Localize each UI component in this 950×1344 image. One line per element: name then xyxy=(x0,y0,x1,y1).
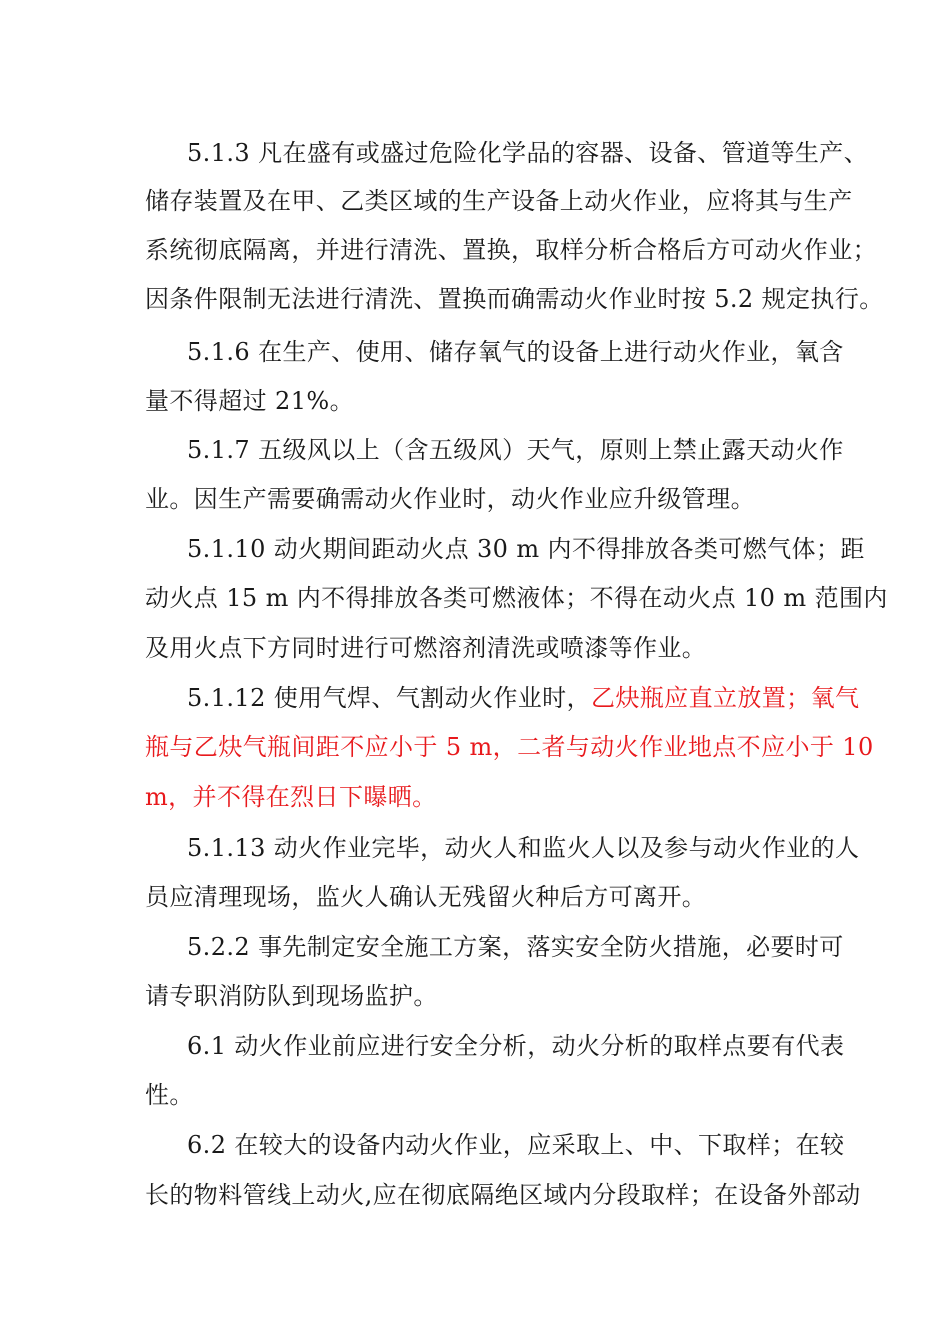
paragraph-6-2-line-2: 长的物料管线上动火,应在彻底隔绝区域内分段取样；在设备外部动 xyxy=(145,1181,861,1209)
paragraph-5-1-10-line-3: 及用火点下方同时进行可燃溶剂清洗或喷漆等作业。 xyxy=(145,634,707,662)
paragraph-6-2-line-1: 6.2 在较大的设备内动火作业，应采取上、中、下取样；在较 xyxy=(187,1131,845,1159)
paragraph-5-1-10-line-1: 5.1.10 动火期间距动火点 30 m 内不得排放各类可燃气体；距 xyxy=(187,535,865,563)
paragraph-6-1-line-1: 6.1 动火作业前应进行安全分析，动火分析的取样点要有代表 xyxy=(187,1032,845,1060)
paragraph-5-1-6-line-1: 5.1.6 在生产、使用、储存氧气的设备上进行动火作业，氧含 xyxy=(187,338,844,366)
paragraph-5-1-3-line-1: 5.1.3 凡在盛有或盛过危险化学品的容器、设备、管道等生产、 xyxy=(187,139,869,167)
paragraph-5-1-3-line-3: 系统彻底隔离，并进行清洗、置换，取样分析合格后方可动火作业； xyxy=(145,236,877,264)
paragraph-5-1-7-line-1: 5.1.7 五级风以上（含五级风）天气，原则上禁止露天动火作 xyxy=(187,436,844,464)
paragraph-5-1-7-line-2: 业。因生产需要确需动火作业时，动火作业应升级管理。 xyxy=(145,485,755,513)
paragraph-5-2-2-line-1: 5.2.2 事先制定安全施工方案，落实安全防火措施，必要时可 xyxy=(187,933,844,961)
paragraph-5-1-12-line-3: m，并不得在烈日下曝晒。 xyxy=(145,783,437,811)
paragraph-5-1-13-line-2: 员应清理现场，监火人确认无残留火种后方可离开。 xyxy=(145,883,707,911)
paragraph-5-1-12-line-1 xyxy=(187,682,859,714)
paragraph-5-1-12-text: 5.1.12 使用气焊、气割动火作业时， xyxy=(187,684,591,712)
paragraph-5-1-3-line-2: 储存装置及在甲、乙类区域的生产设备上动火作业，应将其与生产 xyxy=(145,187,853,215)
paragraph-5-1-12-highlight: 乙炔瓶应直立放置；氧气 xyxy=(590,684,860,712)
paragraph-5-1-10-line-2: 动火点 15 m 内不得排放各类可燃液体；不得在动火点 10 m 范围内 xyxy=(145,584,888,612)
paragraph-5-1-6-line-2: 量不得超过 21%。 xyxy=(145,387,354,415)
paragraph-6-1-line-2: 性。 xyxy=(145,1081,194,1109)
paragraph-5-2-2-line-2: 请专职消防队到现场监护。 xyxy=(145,982,438,1010)
paragraph-5-1-13-line-1: 5.1.13 动火作业完毕，动火人和监火人以及参与动火作业的人 xyxy=(187,834,860,862)
paragraph-5-1-3-line-4: 因条件限制无法进行清洗、置换而确需动火作业时按 5.2 规定执行。 xyxy=(145,285,884,313)
paragraph-5-1-12-line-2: 瓶与乙炔气瓶间距不应小于 5 m，二者与动火作业地点不应小于 10 xyxy=(145,733,874,761)
